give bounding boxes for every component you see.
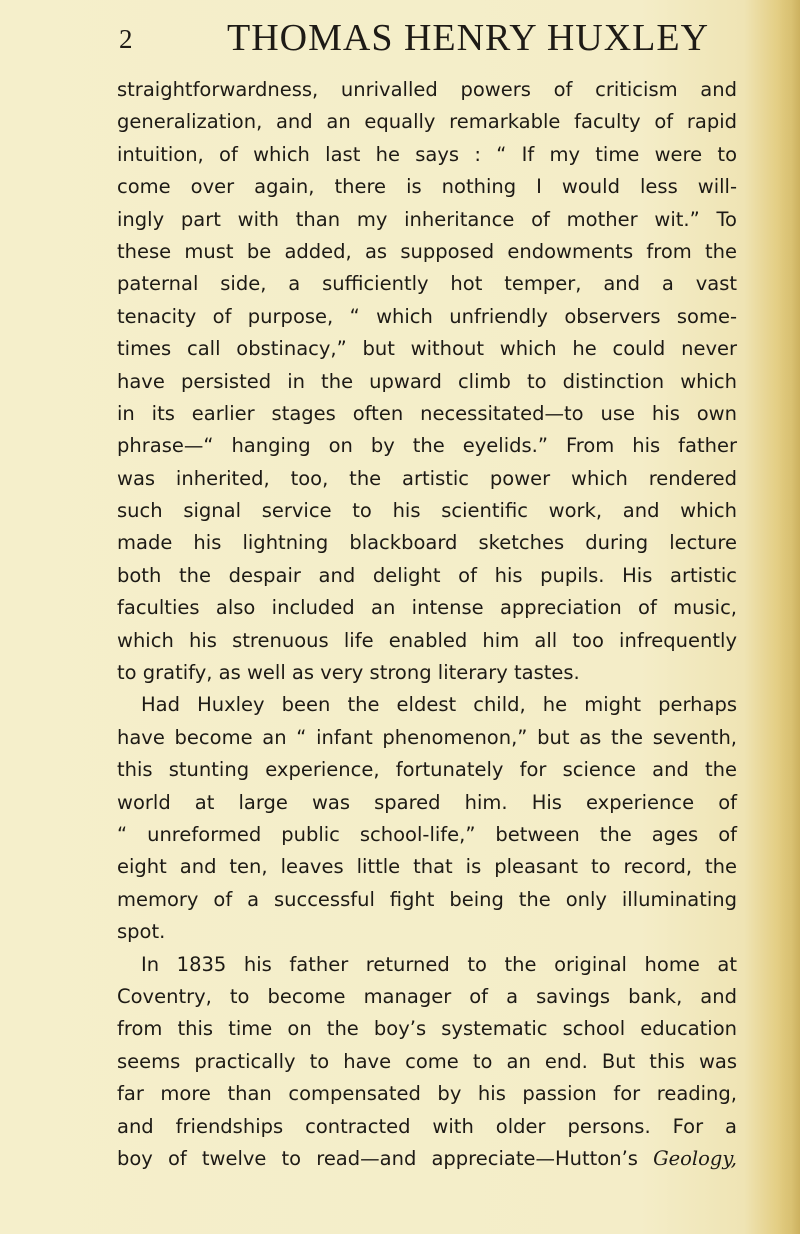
text-line: times call obstinacy,” but without which he could never — [117, 337, 737, 361]
text-line: intuition, of which last he says : “ If my time were to — [117, 142, 737, 166]
text-line: to gratify, as well as very strong literary tastes. — [117, 661, 580, 685]
text-line: Coventry, to become manager of a savings bank, and — [117, 984, 737, 1008]
italic-title: Geology, — [653, 1146, 738, 1170]
page-edge — [778, 0, 800, 1234]
text-line: in its earlier stages often necessitated—to use his own — [117, 401, 737, 425]
text-line: such signal service to his scientific work, and which — [117, 499, 737, 523]
text-line-content: boy of twelve to read—and appreciate—Hutton’s — [117, 1146, 638, 1170]
text-line: from this time on the boy’s systematic school education — [117, 1017, 737, 1041]
text-line: and friendships contracted with older persons. For a — [117, 1114, 737, 1138]
text-line: have persisted in the upward climb to distinction which — [117, 369, 737, 393]
text-line: memory of a successful fight being the only illuminating — [117, 887, 737, 911]
text-line: made his lightning blackboard sketches during lecture — [117, 531, 737, 555]
text-line: “ unreformed public school-life,” between the ages of — [117, 822, 737, 846]
text-line: which his strenuous life enabled him all too infrequently — [117, 628, 737, 652]
text-line: far more than compensated by his passion for reading, — [117, 1082, 737, 1106]
text-line: was inherited, too, the artistic power which rendered — [117, 466, 737, 490]
body-text — [117, 74, 737, 1175]
text-line: this stunting experience, fortunately for science and the — [117, 758, 737, 782]
running-head — [119, 16, 739, 66]
text-line: tenacity of purpose, “ which unfriendly observers some- — [117, 304, 737, 328]
text-line: both the despair and delight of his pupils. His artistic — [117, 563, 737, 587]
text-line: come over again, there is nothing I would less will- — [117, 175, 737, 199]
page-number: 2 — [119, 24, 133, 54]
paragraph-2 — [117, 689, 737, 948]
text-line: these must be added, as supposed endowments from the — [117, 239, 737, 263]
paragraph-1 — [117, 74, 737, 689]
text-line: Had Huxley been the eldest child, he might perhaps — [141, 693, 737, 717]
paragraph-3 — [117, 949, 737, 1176]
text-line: In 1835 his father returned to the original home at — [141, 952, 737, 976]
text-line: paternal side, a sufficiently hot temper, and a vast — [117, 272, 737, 296]
text-line: faculties also included an intense appreciation of music, — [117, 596, 737, 620]
text-line: generalization, and an equally remarkable faculty of rapid — [117, 110, 737, 134]
text-line: have become an “ infant phenomenon,” but as the seventh, — [117, 725, 737, 749]
text-line: ingly part with than my inheritance of mother wit.” To — [117, 207, 737, 231]
text-line: seems practically to have come to an end. But this was — [117, 1049, 737, 1073]
text-line: spot. — [117, 920, 166, 944]
text-line: phrase—“ hanging on by the eyelids.” From his father — [117, 434, 737, 458]
text-line: eight and ten, leaves little that is pleasant to record, the — [117, 855, 737, 879]
text-line: straightforwardness, unrivalled powers of criticism and — [117, 78, 737, 101]
running-title: THOMAS HENRY HUXLEY — [227, 17, 710, 59]
text-line-with-italic — [117, 1143, 737, 1175]
text-line: world at large was spared him. His experience of — [117, 790, 737, 814]
